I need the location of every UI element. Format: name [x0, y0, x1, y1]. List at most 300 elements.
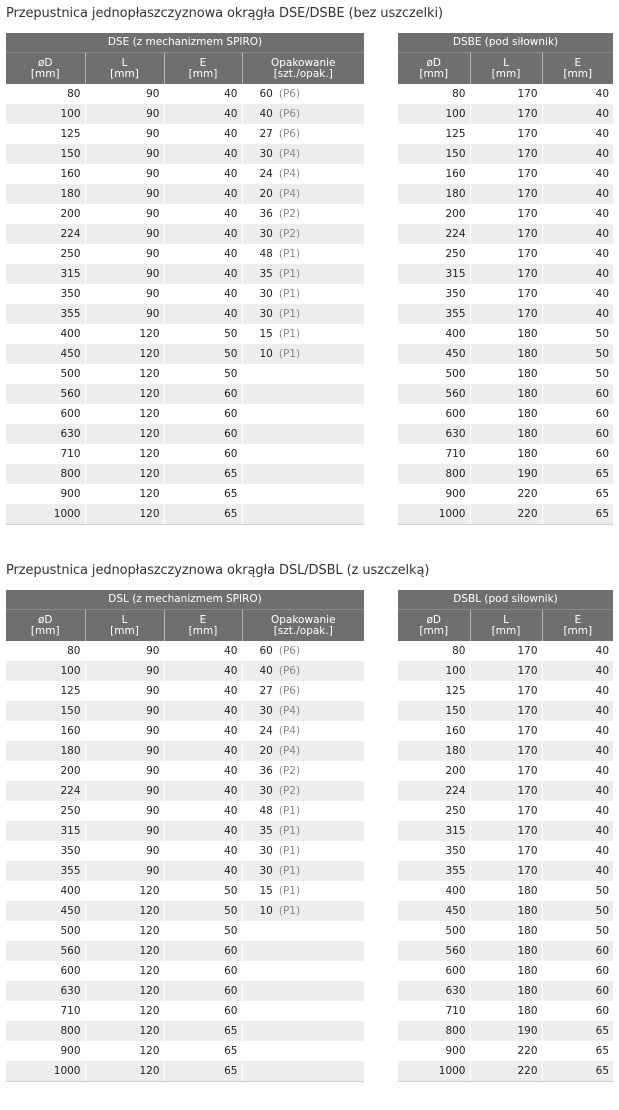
table-cell: 170 — [470, 821, 542, 841]
table-cell: 450 — [6, 901, 85, 921]
table-row — [6, 881, 364, 901]
table-row — [398, 721, 613, 741]
table-row — [398, 204, 613, 224]
table-cell: 60 — [164, 424, 242, 444]
column-header: L [mm] — [470, 53, 542, 85]
table-cell: 90 — [85, 244, 164, 264]
table-title: DSE (z mechanizmem SPIRO) — [6, 33, 364, 53]
table-cell: 90 — [85, 284, 164, 304]
table-cell: 120 — [85, 941, 164, 961]
packaging-cell — [242, 741, 364, 761]
packaging-cell — [242, 264, 364, 284]
table-row — [398, 324, 613, 344]
table-cell: 120 — [85, 364, 164, 384]
packaging-quantity: 40 — [259, 108, 273, 120]
table-row — [398, 761, 613, 781]
table-row — [6, 464, 364, 484]
table-cell: 160 — [60, 168, 81, 180]
table-row — [398, 661, 613, 681]
table-cell: 350 — [445, 845, 466, 857]
packaging-code: (P4) — [278, 705, 301, 717]
column-header: E [mm] — [164, 53, 242, 85]
table-cell: 450 — [398, 344, 470, 364]
table-cell: 50 — [542, 921, 613, 941]
table-cell: 150 — [398, 144, 470, 164]
table-cell: 40 — [164, 104, 242, 124]
table-cell: 125 — [60, 685, 81, 697]
packaging-cell — [242, 881, 364, 901]
table-cell: 710 — [60, 1005, 81, 1017]
table-row — [6, 204, 364, 224]
packaging-code: (P1) — [278, 328, 301, 340]
table-cell: 170 — [470, 761, 542, 781]
table-cell: 355 — [398, 861, 470, 881]
table-cell: 60 — [164, 961, 242, 981]
table-cell: 120 — [85, 504, 164, 525]
table-cell: 220 — [470, 1041, 542, 1061]
table-cell: 90 — [85, 641, 164, 661]
table-cell: 170 — [470, 801, 542, 821]
table-cell: 40 — [542, 801, 613, 821]
table-row — [6, 264, 364, 284]
table-cell: 315 — [398, 821, 470, 841]
table-cell: 180 — [470, 444, 542, 464]
packaging-cell — [242, 861, 364, 881]
table-row — [398, 961, 613, 981]
table-cell: 150 — [398, 701, 470, 721]
table-cell: 250 — [60, 248, 81, 260]
table-row — [6, 841, 364, 861]
packaging-cell — [242, 641, 364, 661]
table-cell: 120 — [85, 404, 164, 424]
table-cell: 65 — [542, 1041, 613, 1061]
table-cell: 710 — [445, 1005, 466, 1017]
table-dsbl — [398, 590, 613, 1082]
table-cell: 90 — [85, 781, 164, 801]
table-cell: 120 — [85, 921, 164, 941]
packaging-quantity: 30 — [259, 845, 273, 857]
packaging-cell — [242, 144, 364, 164]
table-row — [6, 941, 364, 961]
packaging-cell — [242, 284, 364, 304]
table-row — [6, 761, 364, 781]
table-row — [6, 921, 364, 941]
table-row — [6, 244, 364, 264]
table-dsbe — [398, 33, 613, 525]
packaging-cell — [242, 721, 364, 741]
table-cell: 190 — [470, 1021, 542, 1041]
table-row — [398, 901, 613, 921]
table-row — [6, 701, 364, 721]
table-cell: 60 — [164, 384, 242, 404]
table-cell: 60 — [542, 384, 613, 404]
table-cell: 500 — [445, 925, 466, 937]
column-header: Opakowanie [szt./opak.] — [242, 53, 364, 85]
table-row — [398, 881, 613, 901]
table-cell: 40 — [542, 224, 613, 244]
packaging-quantity: 48 — [259, 805, 273, 817]
table-cell: 50 — [164, 921, 242, 941]
table-row — [398, 841, 613, 861]
table-cell: 90 — [85, 164, 164, 184]
table-cell: 50 — [542, 364, 613, 384]
table-row — [6, 1041, 364, 1061]
table-cell: 120 — [85, 1041, 164, 1061]
table-cell: 355 — [6, 304, 85, 324]
table-cell: 170 — [470, 284, 542, 304]
packaging-code: (P2) — [278, 208, 301, 220]
table-cell: 90 — [85, 661, 164, 681]
packaging-code: (P2) — [278, 785, 301, 797]
table-cell: 315 — [398, 264, 470, 284]
packaging-code: (P6) — [278, 128, 301, 140]
table-cell: 65 — [542, 464, 613, 484]
packaging-quantity: 30 — [259, 865, 273, 877]
table-row — [398, 424, 613, 444]
table-cell: 40 — [164, 861, 242, 881]
table-cell: 90 — [85, 124, 164, 144]
table-cell: 50 — [164, 344, 242, 364]
table-cell: 40 — [164, 84, 242, 104]
table-cell: 350 — [60, 845, 81, 857]
table-row — [398, 164, 613, 184]
table-cell: 170 — [470, 244, 542, 264]
table-cell: 80 — [452, 645, 466, 657]
table-row — [6, 821, 364, 841]
table-cell: 190 — [470, 464, 542, 484]
packaging-cell — [242, 841, 364, 861]
packaging-quantity: 36 — [259, 208, 273, 220]
table-row — [398, 124, 613, 144]
table-dse — [6, 33, 364, 525]
table-cell: 50 — [164, 901, 242, 921]
packaging-cell — [242, 1061, 364, 1082]
table-cell: 40 — [542, 781, 613, 801]
table-cell: 180 — [6, 184, 85, 204]
packaging-cell — [242, 761, 364, 781]
packaging-quantity: 30 — [259, 705, 273, 717]
table-cell: 40 — [164, 681, 242, 701]
table-row — [6, 981, 364, 1001]
table-cell: 170 — [470, 781, 542, 801]
table-cell: 90 — [85, 104, 164, 124]
packaging-cell — [242, 344, 364, 364]
table-row — [6, 801, 364, 821]
table-row — [398, 801, 613, 821]
table-cell: 40 — [164, 124, 242, 144]
table-cell: 40 — [542, 124, 613, 144]
table-cell: 450 — [6, 344, 85, 364]
packaging-cell — [242, 424, 364, 444]
packaging-quantity: 24 — [259, 168, 273, 180]
table-cell: 224 — [398, 224, 470, 244]
table-cell: 40 — [164, 264, 242, 284]
table-cell: 60 — [542, 444, 613, 464]
packaging-quantity: 15 — [259, 885, 273, 897]
table-cell: 170 — [470, 184, 542, 204]
table-row — [6, 641, 364, 661]
table-cell: 60 — [164, 941, 242, 961]
table-cell: 40 — [542, 304, 613, 324]
table-cell: 90 — [85, 184, 164, 204]
table-row — [6, 781, 364, 801]
table-cell: 40 — [164, 204, 242, 224]
table-cell: 100 — [6, 104, 85, 124]
table-cell: 40 — [542, 144, 613, 164]
column-header: Opakowanie [szt./opak.] — [242, 610, 364, 642]
packaging-cell — [242, 444, 364, 464]
packaging-cell — [242, 1041, 364, 1061]
packaging-cell — [242, 821, 364, 841]
packaging-code: (P4) — [278, 168, 301, 180]
table-title-row — [398, 590, 613, 610]
table-row — [398, 224, 613, 244]
packaging-code: (P1) — [278, 288, 301, 300]
table-cell: 100 — [6, 661, 85, 681]
table-cell: 180 — [470, 981, 542, 1001]
table-cell: 40 — [164, 641, 242, 661]
packaging-cell — [242, 364, 364, 384]
table-cell: 50 — [542, 881, 613, 901]
table-row — [398, 981, 613, 1001]
table-cell: 90 — [85, 681, 164, 701]
table-cell: 90 — [85, 224, 164, 244]
table-row — [398, 144, 613, 164]
packaging-cell — [242, 981, 364, 1001]
table-cell: 120 — [85, 961, 164, 981]
table-row — [398, 861, 613, 881]
table-cell: 65 — [164, 464, 242, 484]
table-cell: 180 — [470, 921, 542, 941]
table-cell: 60 — [542, 424, 613, 444]
table-cell: 50 — [542, 324, 613, 344]
packaging-quantity: 35 — [259, 825, 273, 837]
table-cell: 170 — [470, 164, 542, 184]
packaging-cell — [242, 204, 364, 224]
table-row — [398, 444, 613, 464]
table-cell: 80 — [452, 88, 466, 100]
packaging-cell — [242, 961, 364, 981]
table-cell: 40 — [164, 244, 242, 264]
packaging-code: (P4) — [278, 188, 301, 200]
table-cell: 90 — [85, 761, 164, 781]
table-cell: 500 — [60, 925, 81, 937]
table-row — [6, 124, 364, 144]
table-cell: 40 — [164, 304, 242, 324]
table-cell: 90 — [85, 841, 164, 861]
column-header: L [mm] — [85, 610, 164, 642]
packaging-quantity: 24 — [259, 725, 273, 737]
packaging-cell — [242, 304, 364, 324]
table-row — [6, 304, 364, 324]
packaging-cell — [242, 921, 364, 941]
table-cell: 50 — [164, 324, 242, 344]
table-cell: 40 — [164, 841, 242, 861]
packaging-cell — [242, 801, 364, 821]
table-cell: 900 — [60, 488, 81, 500]
table-cell: 120 — [85, 344, 164, 364]
table-cell: 50 — [542, 901, 613, 921]
table-cell: 1000 — [398, 504, 470, 525]
table-cell: 40 — [164, 661, 242, 681]
table-row — [6, 424, 364, 444]
table-cell: 50 — [164, 364, 242, 384]
column-header: øD [mm] — [6, 53, 85, 85]
column-header: øD [mm] — [6, 610, 85, 642]
table-cell: 180 — [470, 961, 542, 981]
table-cell: 120 — [85, 484, 164, 504]
table-cell: 40 — [542, 841, 613, 861]
packaging-cell — [242, 661, 364, 681]
column-header: øD [mm] — [398, 610, 470, 642]
table-row — [6, 861, 364, 881]
packaging-cell — [242, 504, 364, 525]
table-cell: 180 — [470, 941, 542, 961]
packaging-cell — [242, 84, 364, 104]
table-cell: 315 — [6, 264, 85, 284]
table-cell: 40 — [164, 224, 242, 244]
table-cell: 710 — [445, 448, 466, 460]
table-row — [398, 781, 613, 801]
column-header: E [mm] — [542, 610, 613, 642]
table-cell: 600 — [60, 408, 81, 420]
table-cell: 180 — [398, 741, 470, 761]
table-cell: 630 — [398, 981, 470, 1001]
table-cell: 170 — [470, 204, 542, 224]
table-cell: 800 — [6, 1021, 85, 1041]
table-cell: 90 — [85, 144, 164, 164]
packaging-code: (P1) — [278, 885, 301, 897]
table-cell: 170 — [470, 224, 542, 244]
table-cell: 800 — [6, 464, 85, 484]
table-cell: 90 — [85, 304, 164, 324]
table-cell: 40 — [542, 761, 613, 781]
table-row — [398, 344, 613, 364]
table-row — [6, 901, 364, 921]
table-title: DSBE (pod siłownik) — [398, 33, 613, 53]
table-cell: 170 — [470, 641, 542, 661]
table-cell: 40 — [164, 741, 242, 761]
table-cell: 560 — [398, 941, 470, 961]
table-title: DSL (z mechanizmem SPIRO) — [6, 590, 364, 610]
packaging-cell — [242, 701, 364, 721]
table-row — [6, 661, 364, 681]
table-cell: 40 — [164, 144, 242, 164]
table-cell: 40 — [164, 701, 242, 721]
table-cell: 1000 — [6, 504, 85, 525]
column-header-row — [398, 610, 613, 642]
table-cell: 180 — [470, 344, 542, 364]
table-row — [398, 941, 613, 961]
table-row — [6, 384, 364, 404]
table-cell: 60 — [164, 444, 242, 464]
packaging-code: (P6) — [278, 685, 301, 697]
section-title: Przepustnica jednopłaszczyznowa okrągła DSL/DSBL (z uszczelką) — [6, 563, 430, 578]
table-row — [6, 224, 364, 244]
packaging-code: (P1) — [278, 805, 301, 817]
table-cell: 180 — [470, 881, 542, 901]
packaging-quantity: 27 — [259, 128, 273, 140]
table-cell: 170 — [470, 144, 542, 164]
table-cell: 350 — [445, 288, 466, 300]
table-cell: 40 — [542, 681, 613, 701]
table-cell: 80 — [67, 88, 81, 100]
column-header-row — [398, 53, 613, 85]
packaging-quantity: 20 — [259, 188, 273, 200]
table-title-row — [398, 33, 613, 53]
table-cell: 800 — [398, 464, 470, 484]
table-cell: 224 — [398, 781, 470, 801]
table-row — [398, 1021, 613, 1041]
table-cell: 40 — [164, 284, 242, 304]
packaging-quantity: 48 — [259, 248, 273, 260]
table-cell: 60 — [542, 1001, 613, 1021]
table-cell: 90 — [85, 204, 164, 224]
packaging-code: (P1) — [278, 308, 301, 320]
table-cell: 40 — [164, 761, 242, 781]
table-row — [398, 484, 613, 504]
table-cell: 170 — [470, 104, 542, 124]
table-cell: 350 — [60, 288, 81, 300]
packaging-quantity: 30 — [259, 228, 273, 240]
table-cell: 220 — [470, 504, 542, 525]
table-cell: 180 — [470, 324, 542, 344]
packaging-cell — [242, 464, 364, 484]
table-dsl — [6, 590, 364, 1082]
packaging-cell — [242, 324, 364, 344]
table-cell: 80 — [67, 645, 81, 657]
table-cell: 500 — [60, 368, 81, 380]
table-cell: 40 — [542, 284, 613, 304]
column-header: L [mm] — [470, 610, 542, 642]
packaging-quantity: 20 — [259, 745, 273, 757]
table-cell: 250 — [60, 805, 81, 817]
table-cell: 1000 — [398, 1061, 470, 1082]
table-cell: 40 — [542, 861, 613, 881]
table-cell: 180 — [470, 404, 542, 424]
packaging-code: (P1) — [278, 865, 301, 877]
table-cell: 160 — [60, 725, 81, 737]
table-cell: 90 — [85, 701, 164, 721]
packaging-cell — [242, 164, 364, 184]
table-cell: 170 — [470, 741, 542, 761]
packaging-code: (P6) — [278, 645, 301, 657]
table-cell: 60 — [542, 981, 613, 1001]
table-row — [6, 1061, 364, 1082]
table-cell: 65 — [542, 504, 613, 525]
table-row — [6, 444, 364, 464]
table-cell: 40 — [542, 204, 613, 224]
table-row — [398, 304, 613, 324]
table-cell: 65 — [542, 484, 613, 504]
table-cell: 40 — [164, 821, 242, 841]
table-row — [6, 344, 364, 364]
table-row — [398, 84, 613, 104]
table-cell: 60 — [164, 404, 242, 424]
table-cell: 170 — [470, 124, 542, 144]
packaging-cell — [242, 384, 364, 404]
table-cell: 90 — [85, 821, 164, 841]
table-cell: 170 — [470, 841, 542, 861]
table-cell: 224 — [6, 224, 85, 244]
table-cell: 220 — [470, 1061, 542, 1082]
table-cell: 170 — [470, 701, 542, 721]
packaging-quantity: 35 — [259, 268, 273, 280]
packaging-code: (P6) — [278, 108, 301, 120]
table-cell: 400 — [60, 885, 81, 897]
table-cell: 450 — [398, 901, 470, 921]
table-row — [6, 1021, 364, 1041]
